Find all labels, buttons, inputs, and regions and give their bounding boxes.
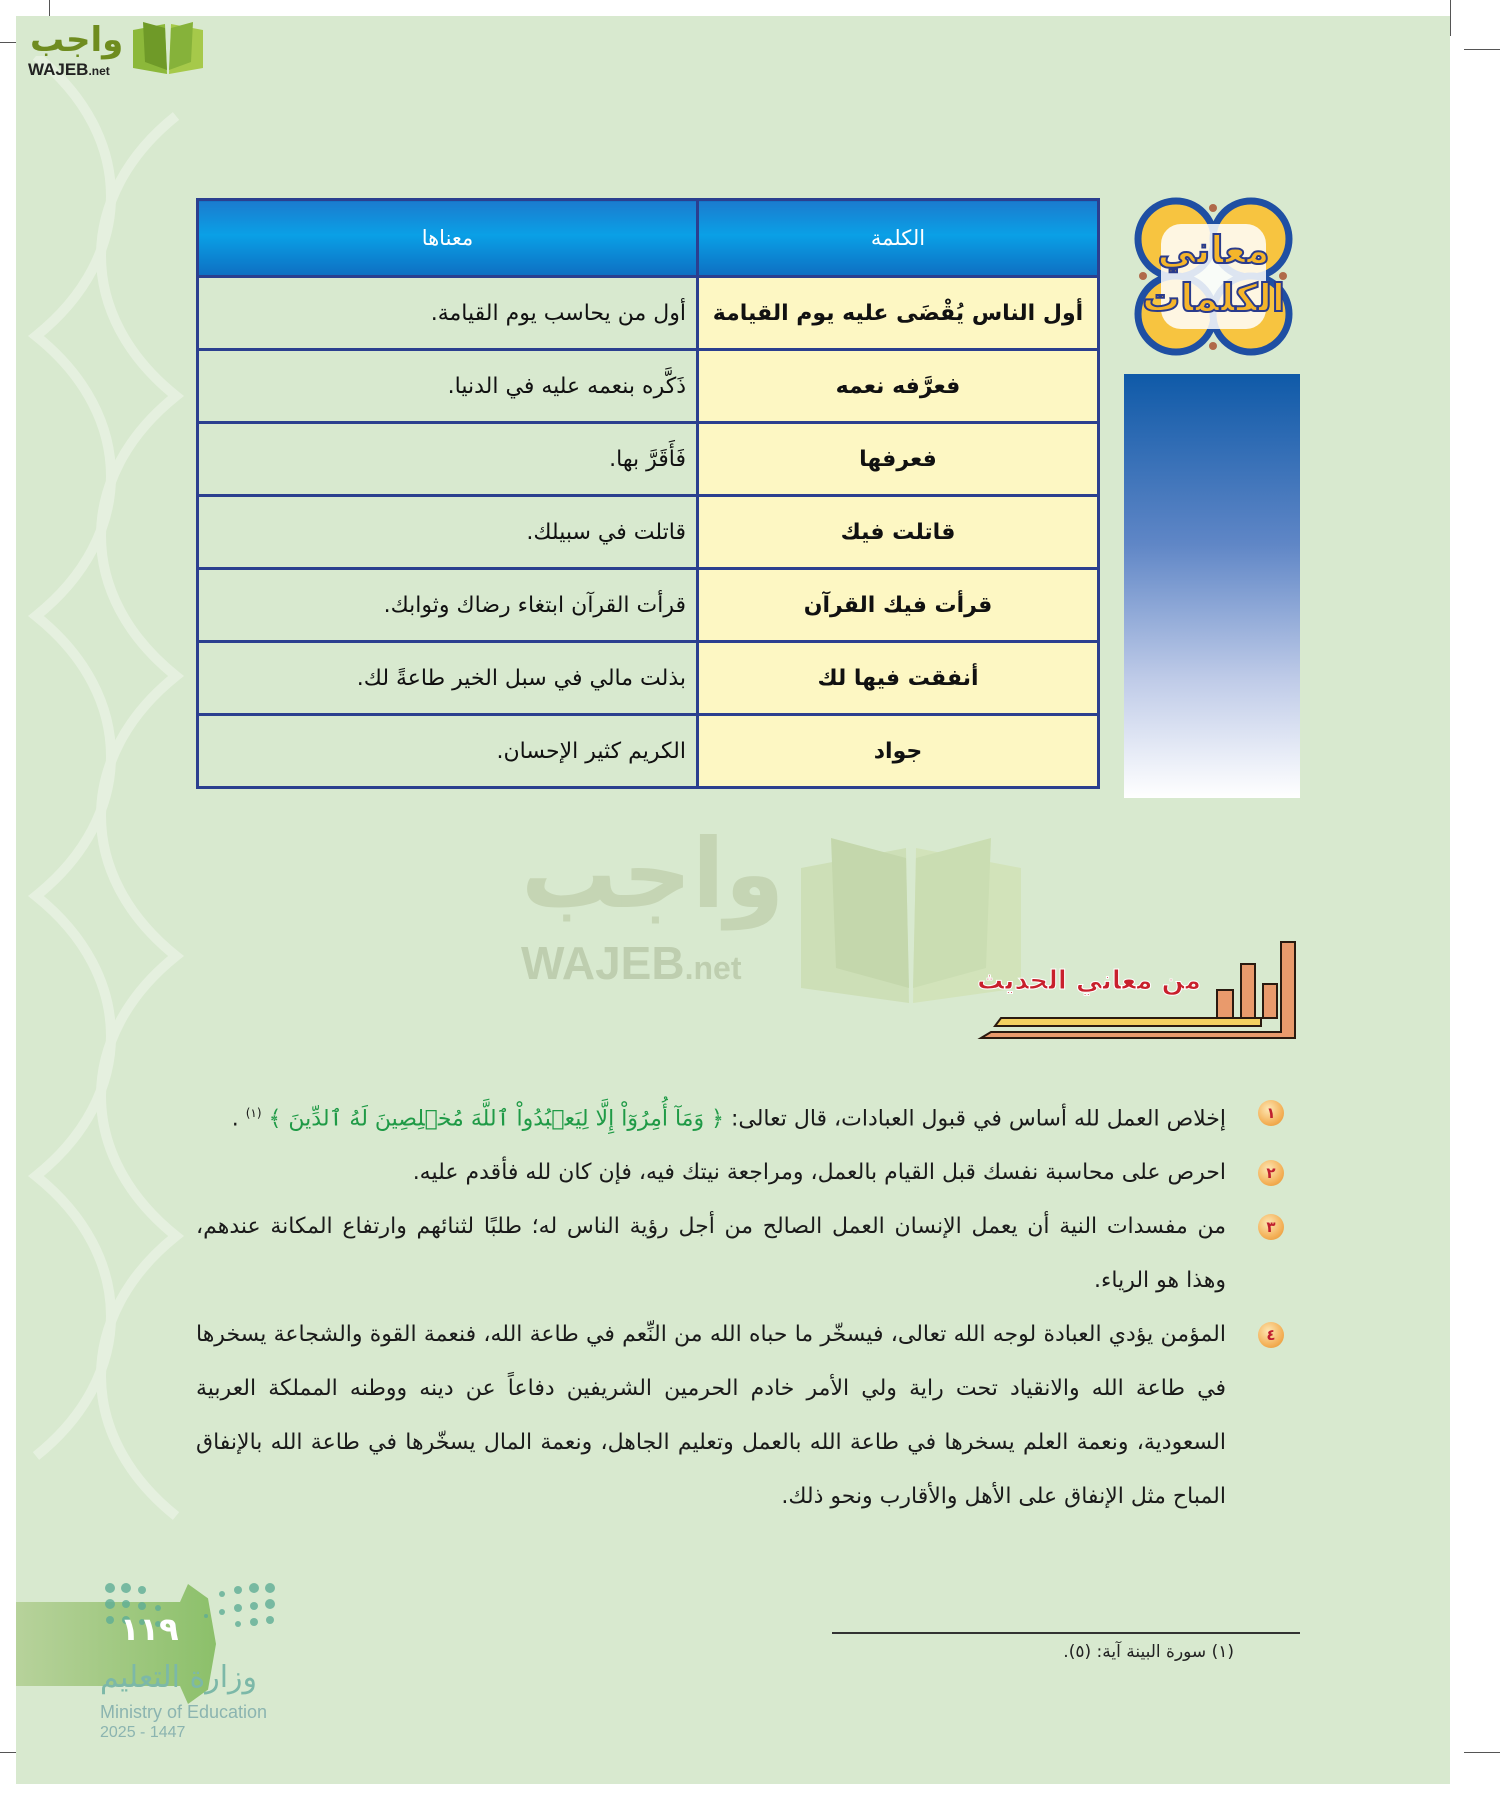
textbook-page [16,16,1450,1784]
side-gradient-panel [1124,374,1300,798]
badge-title: معاني الكلمات [1142,228,1285,320]
table-header-row [198,200,1099,277]
ministry-name-arabic: وزارة التعليم [100,1660,258,1695]
table-row [198,423,1099,496]
word-cell: فعرَّفه نعمه [698,350,1099,423]
meaning-cell: قرأت القرآن ابتغاء رضاك وثوابك. [198,569,698,642]
number-badge: ١ [1258,1100,1284,1126]
number-badge: ٣ [1258,1214,1284,1240]
logo-latin: WAJEB.net [28,60,110,79]
number-badge: ٢ [1258,1160,1284,1186]
vocabulary-badge [1131,194,1296,359]
wajeb-logo[interactable] [24,20,204,80]
list-item: ٢ احرص على محاسبة نفسك قبل القيام بالعمل، ومراجعة نيتك فيه، فإن كان لله فأقدم عليه. [196,1146,1256,1200]
section-title: من معاني الحديث [977,966,1201,996]
word-cell: قاتلت فيك [698,496,1099,569]
meaning-cell: أول من يحاسب يوم القيامة. [198,277,698,350]
footnote: (١) سورة البينة آية: (٥). [1063,1642,1234,1662]
meaning-cell: بذلت مالي في سبل الخير طاعةً لك. [198,642,698,715]
table-row [198,569,1099,642]
book-icon [129,20,207,76]
table-row [198,277,1099,350]
vocabulary-table [196,198,1100,789]
logo-arabic: واجب [30,20,124,60]
word-cell: أول الناس يُقْضَى عليه يوم القيامة [698,277,1099,350]
section-header [971,934,1301,1044]
crop-mark [1464,1752,1500,1753]
header-word: الكلمة [698,200,1099,277]
number-badge: ٤ [1258,1322,1284,1348]
table-row [198,350,1099,423]
meaning-cell: فَأَقَرَّ بها. [198,423,698,496]
edition-year: 2025 - 1447 [100,1724,186,1741]
meaning-cell: قاتلت في سبيلك. [198,496,698,569]
header-meaning: معناها [198,200,698,277]
footnote-ref[interactable]: (١) [245,1106,262,1120]
word-cell: قرأت فيك القرآن [698,569,1099,642]
word-cell: جواد [698,715,1099,788]
list-item: ١ إخلاص العمل لله أساس في قبول العبادات، قال تعالى: ﴿ وَمَآ أُمِرُوٓاْ إِلَّا لِيَعۡبُدُواْ ٱللَّهَ مُخۡلِصِينَ لَهُ ٱلدِّينَ ﴾ $^{(١)}$ . [196,1086,1256,1146]
quran-verse: ﴿ وَمَآ أُمِرُوٓاْ إِلَّا لِيَعۡبُدُواْ ٱللَّهَ مُخۡلِصِينَ لَهُ ٱلدِّينَ ﴾ [268,1106,724,1132]
page-number: ١١٩ [120,1610,179,1648]
ministry-name-english: Ministry of Education [100,1702,268,1722]
list-item: ٣ من مفسدات النية أن يعمل الإنسان العمل الصالح من أجل رؤية الناس له؛ طلبًا لثنائهم وارتفاع المكانة عندهم، وهذا هو الرياء. [196,1200,1256,1308]
crop-mark [1450,0,1451,36]
wajeb-watermark: واجب WAJEB.net [521,828,1021,1008]
table-row [198,642,1099,715]
decorative-ornament-icon [16,56,206,1556]
points-list [196,1086,1276,1524]
word-cell: أنفقت فيها لك [698,642,1099,715]
table-row [198,496,1099,569]
table-row [198,715,1099,788]
word-cell: فعرفها [698,423,1099,496]
meaning-cell: الكريم كثير الإحسان. [198,715,698,788]
footnote-divider [832,1632,1300,1634]
crop-mark [1464,49,1500,50]
list-item: ٤ المؤمن يؤدي العبادة لوجه الله تعالى، فيسخّر ما حباه الله من النِّعم في طاعة الله، فنعمة القوة والشجاعة يسخرها في طاعة الله والانقياد تحت راية ولي الأمر خادم الحرمين الشريفين دفاعاً عن دينه ووطنه المملكة العربية السعودية، ونعمة العلم يسخرها في طاعة الله بالعمل وتعليم الجاهل، ونعمة المال يسخّرها في طاعة الله بالإنفاق المباح مثل الإنفاق على الأهل والأقارب ونحو ذلك. [196,1308,1256,1524]
meaning-cell: ذَكَّره بنعمه عليه في الدنيا. [198,350,698,423]
